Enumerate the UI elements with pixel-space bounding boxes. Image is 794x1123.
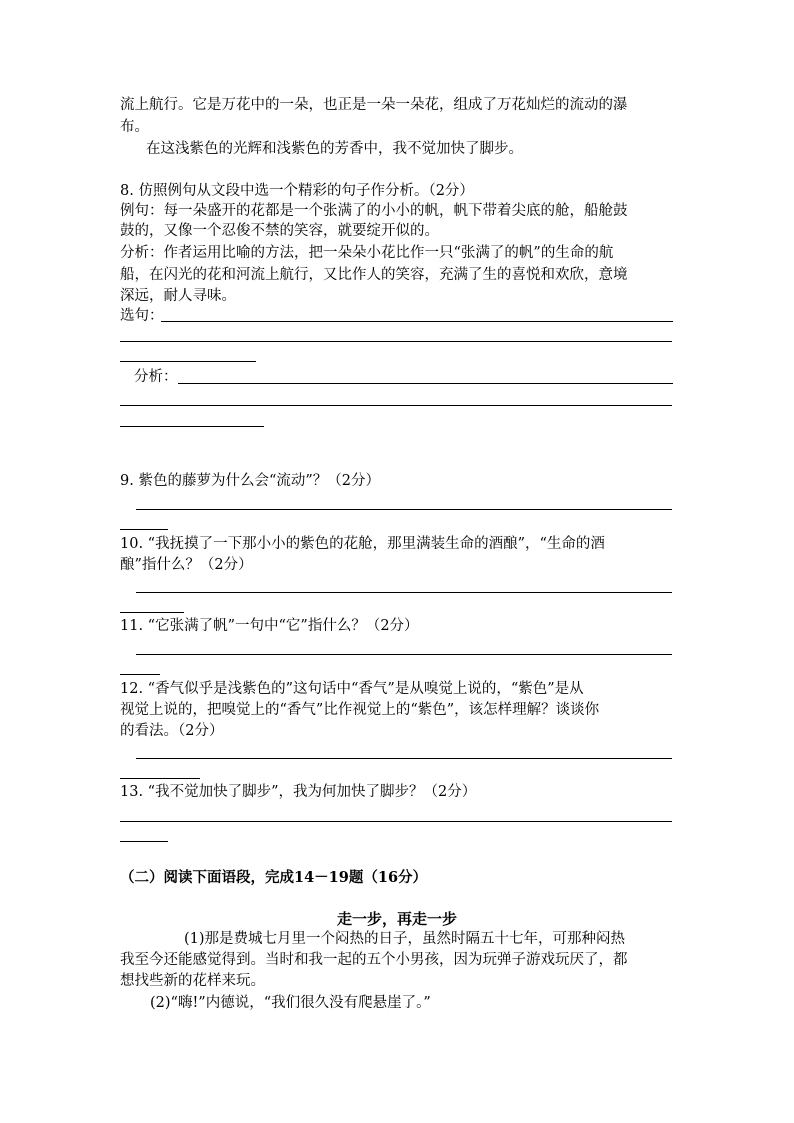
answer-line[interactable] [120, 405, 672, 406]
passage-line: 流上航行。它是万花中的一朵，也正是一朵一朵花，组成了万花灿烂的流动的瀑 [120, 97, 628, 113]
question-13-prompt: 13. “我不觉加快了脚步”，我为何加快了脚步？（2分） [120, 784, 477, 800]
answer-line[interactable] [178, 383, 673, 384]
question-10-prompt: 10. “我抚摸了一下那小小的紫色的花舱，那里满装生命的酒酿”，“生命的酒 [120, 536, 605, 552]
paragraph-line: (2)“嗨!”内德说，“我们很久没有爬悬崖了。” [150, 995, 431, 1011]
question-8-prompt: 8. 仿照例句从文段中选一个精彩的句子作分析。（2分） [120, 183, 474, 199]
answer-line[interactable] [136, 654, 672, 655]
paragraph-line: 想找些新的花样来玩。 [120, 973, 265, 989]
answer-line[interactable] [120, 821, 672, 822]
question-8-analysis: 分析：作者运用比喻的方法，把一朵朵小花比作一只“张满了的帆”的生命的航 [120, 245, 614, 261]
passage-line: 布。 [120, 119, 149, 135]
answer-line[interactable] [120, 426, 264, 427]
answer-line[interactable] [120, 841, 168, 842]
paragraph-line: 我至今还能感觉得到。当时和我一起的五个小男孩，因为玩弹子游戏玩厌了，都 [120, 952, 628, 968]
question-8-analysis: 深远，耐人寻味。 [120, 288, 236, 304]
question-9-prompt: 9. 紫色的藤萝为什么会“流动”？（2分） [120, 473, 380, 489]
question-8-example: 鼓的，又像一个忍俊不禁的笑容，就要绽开似的。 [120, 223, 439, 239]
passage-line: 在这浅紫色的光辉和浅紫色的芳香中，我不觉加快了脚步。 [146, 141, 523, 157]
passage-title: 走一步，再走一步 [336, 910, 457, 928]
question-10-prompt: 酿”指什么？（2分） [120, 557, 253, 573]
question-11-prompt: 11. “它张满了帆”一句中“它”指什么？（2分） [120, 618, 419, 634]
answer-line[interactable] [161, 321, 673, 322]
answer-line[interactable] [120, 529, 168, 530]
answer-line[interactable] [120, 612, 184, 613]
answer-line[interactable] [120, 341, 672, 342]
answer-line[interactable] [120, 361, 256, 362]
answer-line[interactable] [136, 758, 672, 759]
answer-line[interactable] [120, 674, 160, 675]
section-heading: （二）阅读下面语段，完成14－19题（16分） [120, 869, 428, 886]
question-12-prompt: 视觉上说的，把嗅觉上的“香气”比作视觉上的“紫色”，该怎样理解？谈谈你 [120, 702, 600, 718]
analysis-label: 分析： [134, 369, 178, 385]
question-12-prompt: 12. “香气似乎是浅紫色的”这句话中“香气”是从嗅觉上说的，“紫色”是从 [120, 681, 584, 697]
paragraph-line: (1)那是费城七月里一个闷热的日子，虽然时隔五十七年，可那种闷热 [184, 931, 626, 947]
answer-line[interactable] [136, 592, 672, 593]
question-8-example: 例句：每一朵盛开的花都是一个张满了的小小的帆，帆下带着尖底的舱，船舱鼓 [120, 203, 628, 219]
answer-line[interactable] [120, 778, 200, 779]
question-12-prompt: 的看法。（2分） [120, 723, 224, 739]
answer-line[interactable] [136, 509, 672, 510]
question-8-analysis: 船，在闪光的花和河流上航行，又比作人的笑容，充满了生的喜悦和欢欣，意境 [120, 267, 628, 283]
select-sentence-label: 选句： [120, 308, 164, 324]
